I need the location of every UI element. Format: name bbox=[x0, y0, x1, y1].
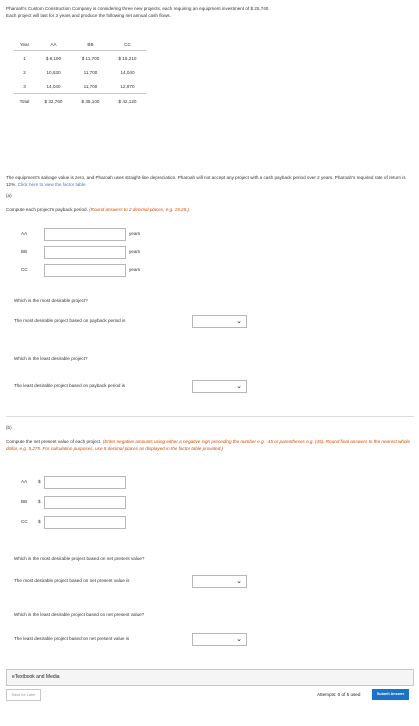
submit-answer-button[interactable]: Submit Answer bbox=[372, 689, 409, 700]
chevron-down-icon: ⌄ bbox=[236, 578, 242, 585]
part-b-hint: (Enter negative amounts using either a negative sign preceding the number e.g. -45 or parentheses e.g. (45). Round final answers to the nearest whole dollar, e.g. 5,275. For calculation purposes, use 5 decimal places as displayed in the factor table provided.) bbox=[6, 439, 410, 451]
cell: 11,700 bbox=[83, 83, 98, 89]
table-row bbox=[14, 65, 146, 79]
payback-cc-unit: years bbox=[129, 267, 141, 272]
factor-table-link[interactable]: Click here to view the factor table. bbox=[17, 182, 87, 187]
intro-line-2: Each project will last for 3 years and produce the following net annual cash flows. bbox=[6, 13, 171, 18]
npv-bb-input[interactable] bbox=[44, 496, 126, 509]
part-b-statement-most: The most desirable project based on net present value is bbox=[14, 578, 130, 583]
save-for-later-button[interactable]: Save for Later bbox=[6, 689, 41, 701]
payback-least-select[interactable] bbox=[192, 380, 247, 393]
part-a-statement-most: The most desirable project based on payback period is bbox=[14, 318, 126, 323]
cell: $ 11,700 bbox=[81, 55, 100, 61]
attempts-counter: Attempts: 0 of 5 used bbox=[317, 692, 361, 697]
npv-label-aa: AA bbox=[21, 479, 28, 484]
npv-label-cc: CC bbox=[21, 519, 28, 524]
cell: 1 bbox=[23, 55, 26, 61]
problem-note bbox=[6, 174, 414, 188]
part-a-statement-least: The least desirable project based on payback period is bbox=[14, 383, 126, 388]
cell: 14,040 bbox=[120, 69, 135, 75]
payback-aa-input[interactable] bbox=[44, 228, 126, 241]
table-header-row bbox=[14, 39, 146, 51]
section-divider bbox=[6, 416, 414, 417]
cell: $ 32,760 bbox=[35, 94, 72, 109]
cell: 12,870 bbox=[120, 83, 135, 89]
part-b-instruction-text: Compute the net present value of each project. bbox=[6, 439, 102, 444]
part-a-instruction bbox=[6, 207, 414, 212]
cell: 3 bbox=[23, 83, 26, 89]
npv-cc-prefix: $ bbox=[38, 519, 41, 524]
npv-most-select[interactable] bbox=[192, 575, 247, 588]
cell: Total bbox=[14, 94, 35, 109]
cell: $ 8,190 bbox=[45, 55, 62, 61]
problem-intro bbox=[6, 5, 414, 19]
cell: $ 35,100 bbox=[72, 94, 109, 109]
part-a-instruction-text: Compute each project's payback period. bbox=[6, 207, 88, 212]
part-a-label: (a) bbox=[6, 193, 12, 198]
payback-most-select[interactable] bbox=[192, 315, 247, 328]
cell: $ 42,120 bbox=[109, 94, 146, 109]
header-aa: AA bbox=[35, 39, 72, 51]
intro-line-1: Pharoah's Custom Construction Company is considering three new projects, each requiring an equipment investment of $ 25,740. bbox=[6, 6, 270, 11]
header-cc: CC bbox=[109, 39, 146, 51]
cell: $ 15,210 bbox=[118, 55, 137, 61]
cell: 2 bbox=[23, 69, 26, 75]
npv-bb-prefix: $ bbox=[38, 499, 41, 504]
part-b-question-least: Which is the least desirable project based on net present value? bbox=[14, 612, 145, 617]
part-a-question-most: Which is the most desirable project? bbox=[14, 298, 88, 303]
npv-label-bb: BB bbox=[21, 499, 28, 504]
header-year: Year bbox=[14, 39, 35, 51]
part-b-instruction bbox=[6, 438, 410, 452]
part-b-label: (b) bbox=[6, 425, 12, 430]
payback-bb-input[interactable] bbox=[44, 246, 126, 259]
etextbook-label: eTextbook and Media bbox=[12, 674, 60, 680]
table-row bbox=[14, 51, 146, 66]
table-row bbox=[14, 79, 146, 94]
part-b-statement-least: The least desirable project based on net present value is bbox=[14, 636, 130, 641]
part-a-question-least: Which is the least desirable project? bbox=[14, 356, 88, 361]
npv-aa-input[interactable] bbox=[44, 476, 126, 489]
cell: 11,700 bbox=[83, 69, 98, 75]
chevron-down-icon: ⌄ bbox=[236, 383, 242, 390]
note-text: The equipment's salvage value is zero, and Pharoah uses straight-line depreciation. Pharoah will not accept any project with a cash payback period over 2 years. Pharoah's required rate of return is 12%. bbox=[6, 175, 406, 187]
payback-label-cc: CC bbox=[21, 267, 28, 272]
cell: 14,040 bbox=[46, 83, 61, 89]
payback-aa-unit: years bbox=[129, 231, 141, 236]
chevron-down-icon: ⌄ bbox=[236, 636, 242, 643]
header-bb: BB bbox=[72, 39, 109, 51]
part-a-hint: (Round answers to 2 decimal places, e.g. 15.25.) bbox=[89, 207, 189, 212]
npv-least-select[interactable] bbox=[192, 633, 247, 646]
etextbook-panel[interactable] bbox=[6, 669, 414, 686]
table-total-row bbox=[14, 94, 146, 109]
payback-bb-unit: years bbox=[129, 249, 141, 254]
npv-aa-prefix: $ bbox=[38, 479, 41, 484]
cash-flow-table bbox=[14, 39, 146, 108]
part-b-question-most: Which is the most desirable project based on net present value? bbox=[14, 556, 145, 561]
npv-cc-input[interactable] bbox=[44, 516, 126, 529]
payback-label-bb: BB bbox=[21, 249, 28, 254]
payback-label-aa: AA bbox=[21, 231, 28, 236]
chevron-down-icon: ⌄ bbox=[236, 318, 242, 325]
cell: 10,530 bbox=[46, 69, 61, 75]
payback-cc-input[interactable] bbox=[44, 264, 126, 277]
